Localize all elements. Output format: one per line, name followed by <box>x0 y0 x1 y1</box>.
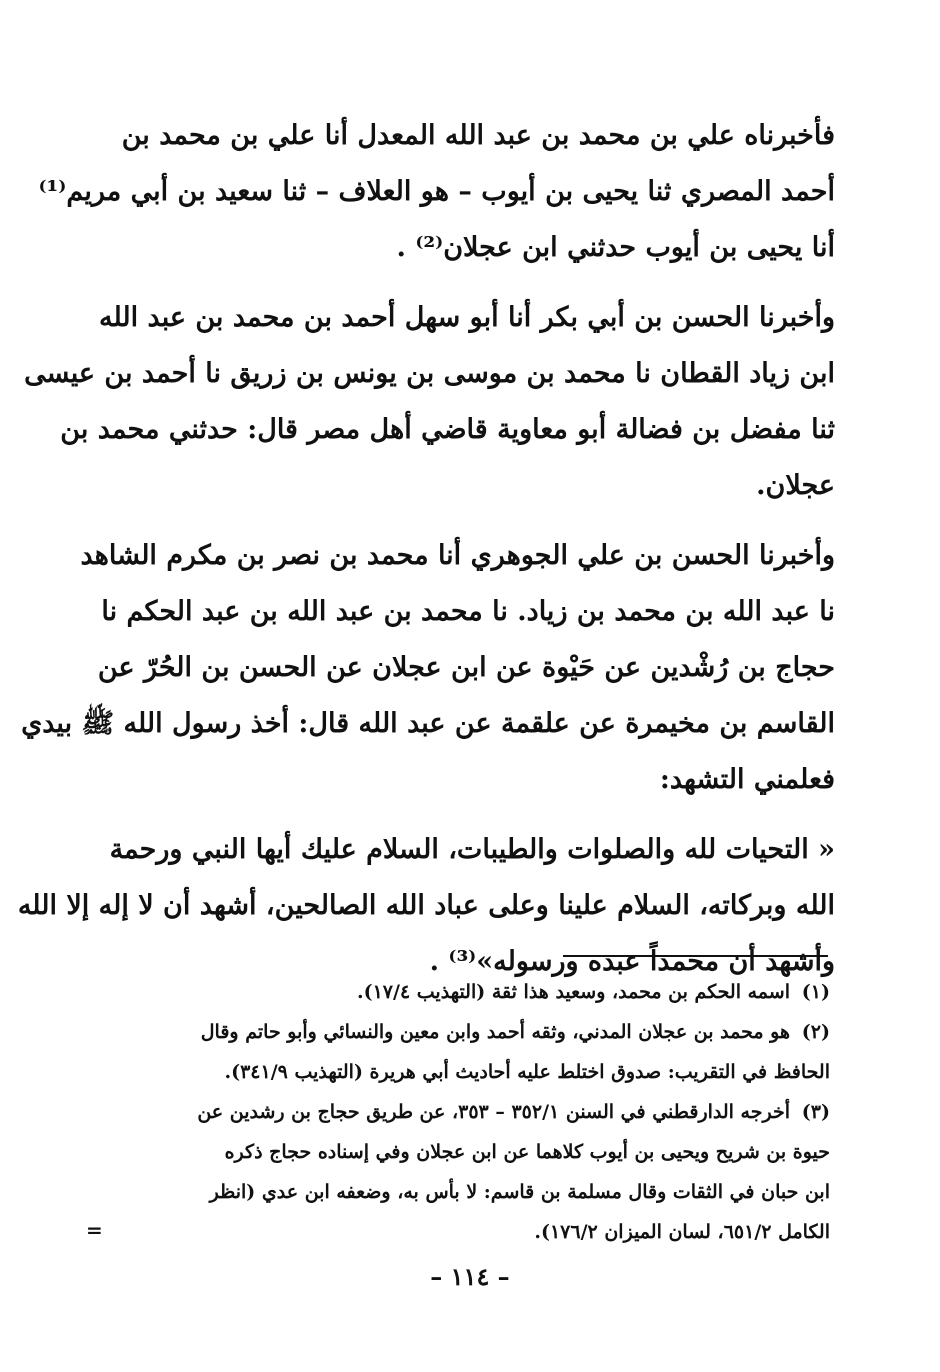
text-line: فأخبرناه علي بن محمد بن عبد الله المعدل أنا علي بن محمد بن <box>121 120 835 151</box>
text-line: أحمد المصري ثنا يحيى بن أيوب – هو العلاف – ثنا سعيد بن أبي مريم⁽¹⁾ <box>38 176 835 207</box>
footnote-number: (١) <box>801 981 830 1003</box>
text-line: « التحيات لله والصلوات والطيبات، السلام عليك أيها النبي ورحمة <box>109 834 835 865</box>
footnote-line <box>110 972 830 1012</box>
text-line: ابن زياد القطان نا محمد بن موسى بن يونس بن زريق نا أحمد بن عيسى <box>24 358 835 389</box>
text-line: حجاج بن رُشْدين عن حَيْوة عن ابن عجلان عن الحسن بن الحُرّ عن <box>97 652 835 683</box>
text-line: ثنا مفضل بن فضالة أبو معاوية قاضي أهل مصر قال: حدثني محمد بن <box>60 414 835 445</box>
footnote-text: اسمه الحكم بن محمد، وسعيد هذا ثقة (التهذيب ١٧/٤). <box>356 981 790 1003</box>
paragraph-4-quote <box>17 822 835 990</box>
footnotes <box>110 972 830 1252</box>
footnote-2 <box>110 1012 830 1092</box>
footnote-line: الحافظ في التقريب: صدوق اختلط عليه أحاديث أبي هريرة (التهذيب ٣٤١/٩). <box>224 1061 830 1083</box>
text-line: وأشهد أن محمداً عبده ورسوله»⁽³⁾ . <box>429 946 835 977</box>
text-line: نا عبد الله بن محمد بن زياد. نا محمد بن عبد الله بن عبد الحكم نا <box>101 596 835 627</box>
footnote-1 <box>110 972 830 1012</box>
footnote-line: حيوة بن شريح ويحيى بن أيوب كلاهما عن ابن عجلان وفي إسناده حجاج ذكره <box>224 1141 830 1163</box>
text-line: أنا يحيى بن أيوب حدثني ابن عجلان⁽²⁾ . <box>396 232 835 263</box>
text-line: وأخبرنا الحسن بن علي الجوهري أنا محمد بن نصر بن مكرم الشاهد <box>80 540 835 571</box>
paragraph-1 <box>38 108 835 276</box>
text-line: فعلمني التشهد: <box>659 764 835 795</box>
text-line: الله وبركاته، السلام علينا وعلى عباد الله الصالحين، أشهد أن لا إله إلا الله <box>17 890 835 921</box>
text-line: عجلان. <box>756 470 835 501</box>
footnote-divider <box>563 955 828 957</box>
footnote-line <box>110 1092 830 1132</box>
footnote-text: هو محمد بن عجلان المدني، وثقه أحمد وابن معين والنسائي وأبو حاتم وقال <box>200 1021 790 1043</box>
footnote-line <box>110 1012 830 1052</box>
paragraph-3 <box>21 528 835 808</box>
footnote-number: (٢) <box>801 1021 830 1043</box>
footnote-text: أخرجه الدارقطني في السنن ٣٥٢/١ – ٣٥٣، عن طريق حجاج بن رشدين عن <box>197 1101 790 1123</box>
footnote-number: (٣) <box>801 1101 830 1123</box>
paragraph-2 <box>24 290 835 514</box>
footnote-line: الكامل ٦٥١/٢، لسان الميزان ١٧٦/٢). <box>534 1221 830 1243</box>
page-number: – ١١٤ – <box>430 1262 510 1291</box>
continuation-mark: = <box>86 1218 103 1242</box>
main-text <box>17 108 835 1004</box>
text-line: وأخبرنا الحسن بن أبي بكر أنا أبو سهل أحمد بن محمد بن عبد الله <box>98 302 835 333</box>
footnote-3 <box>110 1092 830 1252</box>
text-line: القاسم بن مخيمرة عن علقمة عن عبد الله قال: أخذ رسول الله ﷺ بيدي <box>21 708 835 739</box>
footnote-line: ابن حبان في الثقات وقال مسلمة بن قاسم: لا بأس به، وضعفه ابن عدي (انظر <box>209 1181 830 1203</box>
